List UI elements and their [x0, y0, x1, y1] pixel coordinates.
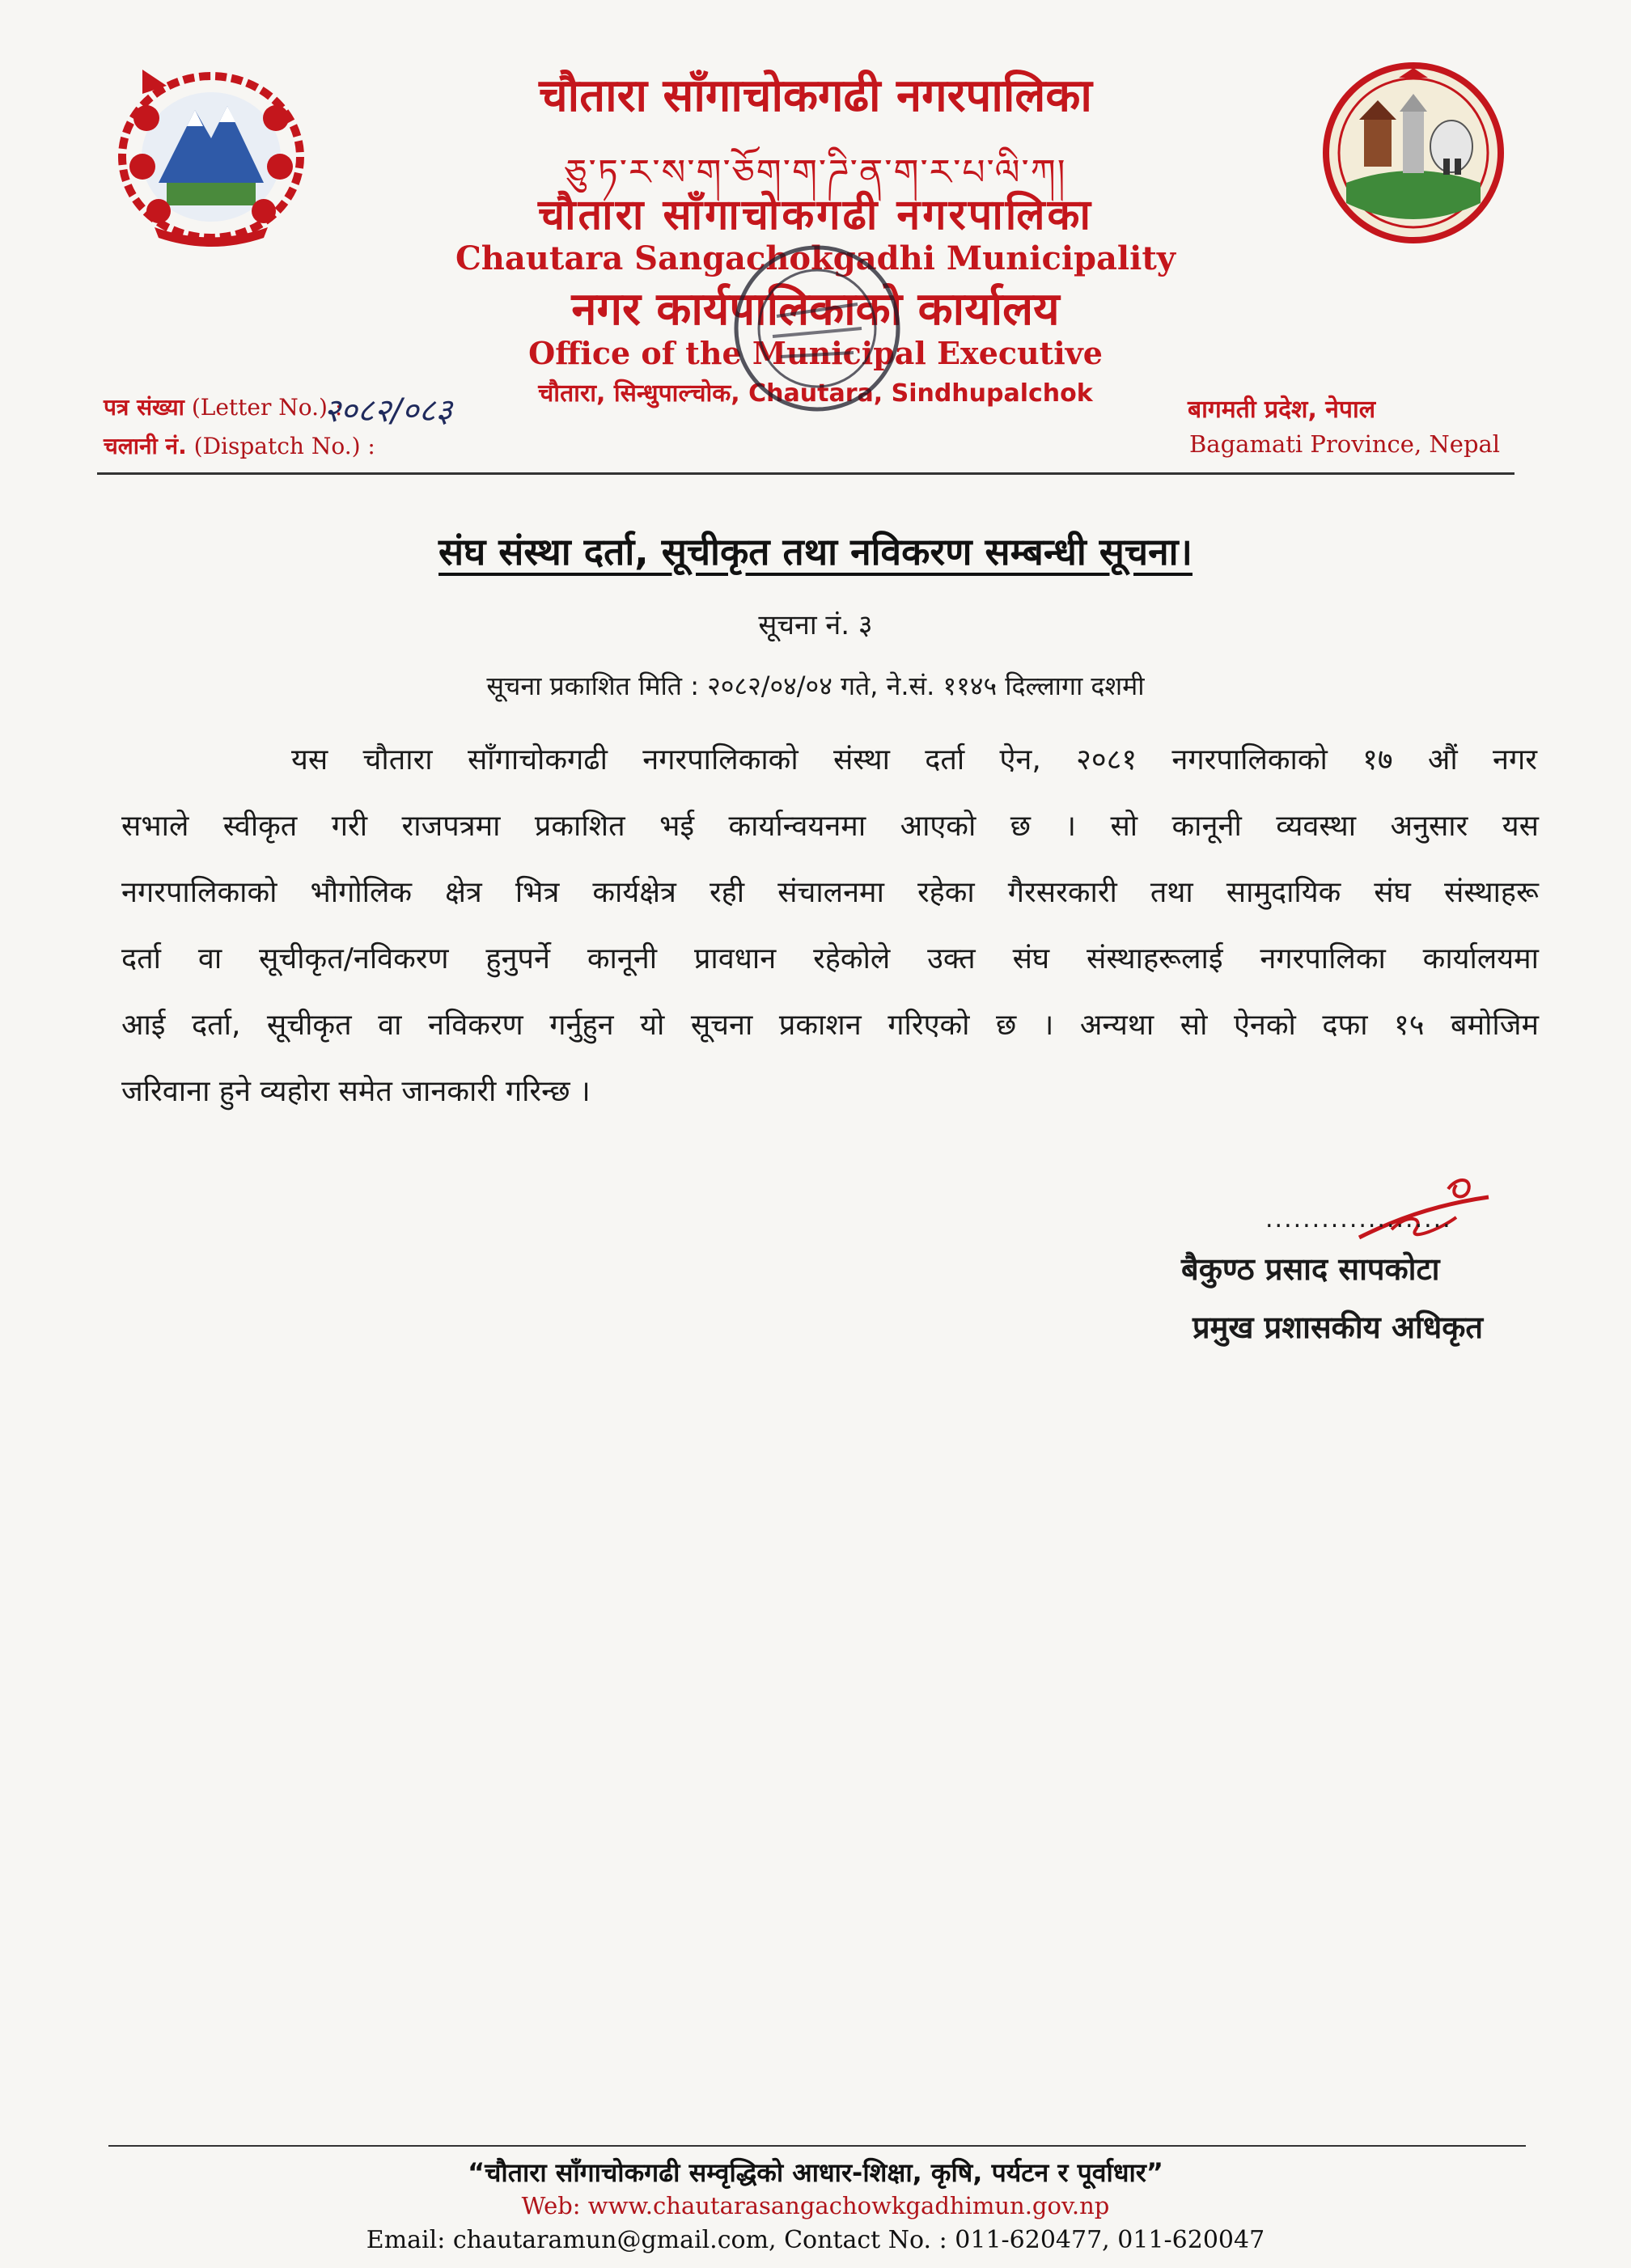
header-divider [97, 472, 1514, 475]
office-name-english: Office of the Municipal Executive [528, 335, 1103, 371]
province-english: Bagamati Province, Nepal [1189, 430, 1501, 458]
office-name-nepali: नगर कार्यपालिकाको कार्यालय [571, 283, 1060, 336]
footer-divider [108, 2145, 1526, 2147]
notice-body-line: दर्ता वा सूचीकृत/नविकरण हुनुपर्ने कानूनी प्रावधान रहेकोले उक्त संघ संस्थाहरूलाई नगरपालिका कार्यालयमा [121, 942, 1539, 975]
municipality-name-tibetan: ཅུ་ཏ་ར་ས་ག་ཅོག་ག་ཌི་ན་ག་ར་པ་ལི་ཀ། [564, 152, 1067, 193]
notice-date: सूचना प्रकाशित मिति : २०८२/०४/०४ गते, ने.सं. ११४५ दिल्लागा दशमी [486, 671, 1145, 701]
notice-body-line: जरिवाना हुने व्यहोरा समेत जानकारी गरिन्छ । [121, 1075, 591, 1108]
signatory-name: बैकुण्ठ प्रसाद सापकोटा [1181, 1251, 1440, 1287]
letter-number-label: पत्र संख्या (Letter No.) : [104, 394, 343, 421]
footer-slogan: “चौतारा साँगाचोकगढी सम्वृद्धिको आधार-शिक्षा, कृषि, पर्यटन र पूर्वाधार” [468, 2157, 1163, 2188]
notice-body-line: नगरपालिकाको भौगोलिक क्षेत्र भित्र कार्यक्षेत्र रही संचालनमा रहेका गैरसरकारी तथा सामुदायिक संघ संस्थाहरू [121, 876, 1539, 909]
municipality-name-nepali: चौतारा साँगाचोकगढी नगरपालिका [539, 70, 1092, 122]
municipality-name-english: Chautara Sangachokgadhi Municipality [455, 239, 1176, 277]
dispatch-number-label: चलानी नं. (Dispatch No.) : [104, 433, 375, 459]
notice-body-line: सभाले स्वीकृत गरी राजपत्रमा प्रकाशित भई कार्यान्वयनमा आएको छ । सो कानूनी व्यवस्था अनुसार यस [121, 810, 1539, 843]
footer-contact: Email: chautaramun@gmail.com, Contact No. : 011-620477, 011-620047 [366, 2226, 1265, 2254]
notice-body-line: आई दर्ता, सूचीकृत वा नविकरण गर्नुहुन यो सूचना प्रकाशन गरिएको छ । अन्यथा सो ऐनको दफा १५ बमोजिम [121, 1009, 1539, 1042]
signatory-title: प्रमुख प्रशासकीय अधिकृत [1193, 1310, 1484, 1345]
province-nepali: बागमती प्रदेश, नेपाल [1188, 396, 1376, 424]
municipality-name-newari: चौतारा साँगाचोकगढी नगरपालिका [538, 190, 1093, 239]
notice-body-line: यस चौतारा साँगाचोकगढी नगरपालिकाको संस्था दर्ता ऐन, २०८१ नगरपालिकाको १७ औं नगर [291, 743, 1537, 776]
notice-number: सूचना नं. ३ [758, 609, 873, 641]
footer-website: Web: www.chautarasangachowkgadhimun.gov.np [521, 2192, 1110, 2219]
office-stamp-icon [728, 239, 906, 417]
signature-line: .................... [1265, 1205, 1452, 1233]
office-address: चौतारा, सिन्धुपाल्चोक, Chautara, Sindhupalchok [538, 379, 1093, 408]
notice-title: संघ संस्था दर्ता, सूचीकृत तथा नविकरण सम्बन्धी सूचना। [438, 530, 1193, 573]
letter-number-value: २०८२/०८३ [324, 392, 453, 429]
